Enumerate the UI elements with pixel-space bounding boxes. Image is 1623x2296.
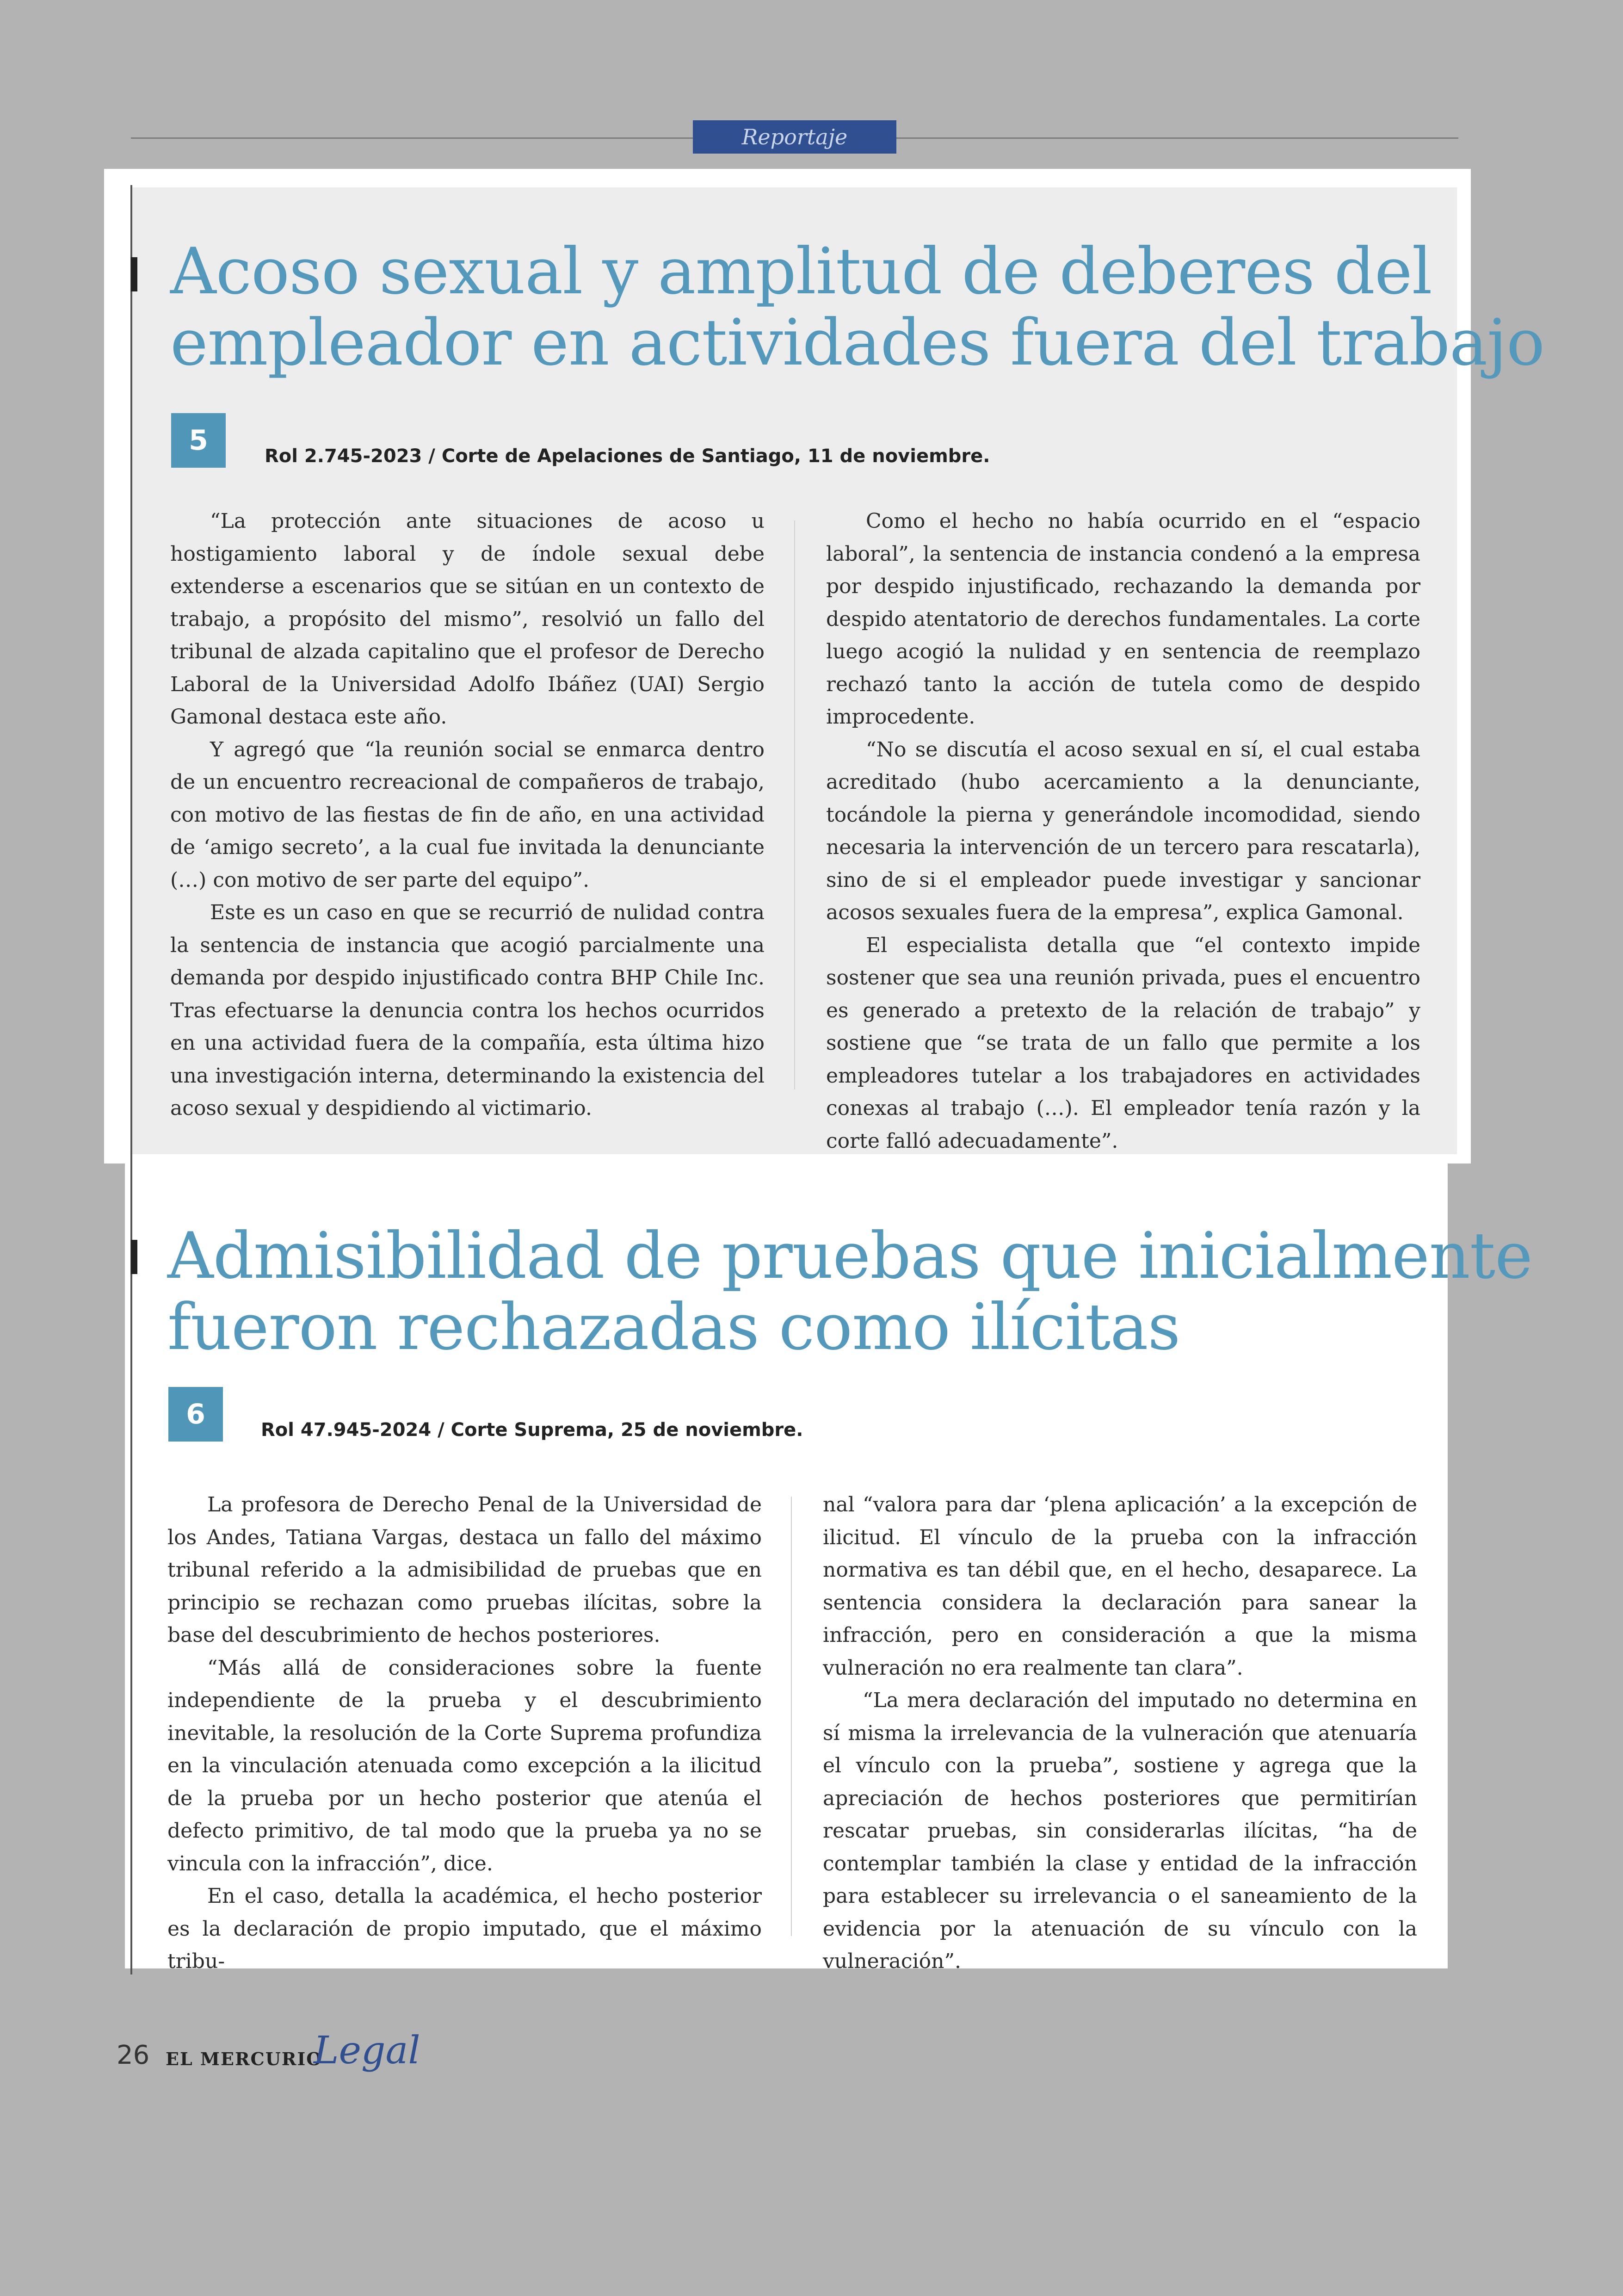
article-column	[823, 1489, 1417, 1978]
article-number-badge: 5	[171, 413, 226, 468]
publication-brand: EL MERCURIO	[166, 2048, 323, 2069]
article-column	[167, 1489, 762, 1978]
article-title-line: empleador en actividades fuera del trabajo	[170, 305, 1545, 380]
paragraph: Este es un caso en que se recurrió de nulidad contra la sentencia de instancia que acogió parcialmente una demanda por despido injustificado contra BHP Chile Inc. Tras efectuarse la denuncia contra los hechos ocurridos en una actividad fuera de la compañía, esta última hizo una investigación interna, determinando la existencia del acoso sexual y despidiendo al victimario.	[170, 901, 765, 1120]
article-title-line: fueron rechazadas como ilícitas	[167, 1290, 1180, 1364]
paragraph: En el caso, detalla la académica, el hecho posterior es la declaración de propio imputado, que el máximo tribu-	[167, 1884, 762, 1973]
article-column	[826, 505, 1420, 1157]
publication-section-name: Legal	[314, 2029, 420, 2073]
title-marker	[131, 257, 137, 291]
title-marker	[131, 1240, 137, 1274]
paragraph: El especialista detalla que “el contexto impide sostener que sea una reunión privada, pues el encuentro es generado a pretexto de la relación de trabajo” y sostiene que “se trata de un fallo que permite a los empleadores tutelar a los trabajadores en actividades conexas al trabajo (…). El empleador tenía razón y la corte falló adecuadamente”.	[826, 933, 1420, 1153]
paragraph: Como el hecho no había ocurrido en el “espacio laboral”, la sentencia de instancia condenó a la empresa por despido injustificado, rechazando la demanda por despido atentatorio de derechos fundamentales. La corte luego acogió la nulidad y en sentencia de reemplazo rechazó tanto la acción de tutela como de despido improcedente.	[826, 509, 1420, 729]
section-label: Reportaje	[693, 120, 896, 154]
article-title	[170, 236, 1544, 378]
article-column	[170, 505, 765, 1125]
paragraph: Y agregó que “la reunión social se enmarca dentro de un encuentro recreacional de compañeros de trabajo, con motivo de las fiestas de fin de año, en una actividad de ‘amigo secreto’, a la cual fue invitada la denunciante (…) con motivo de ser parte del equipo”.	[170, 737, 765, 892]
paragraph: “La protección ante situaciones de acoso u hostigamiento laboral y de índole sexual debe extenderse a escenarios que se sitúan en un contexto de trabajo, a propósito del mismo”, resolvió un fallo del tribunal de alzada capitalino que el profesor de Derecho Laboral de la Universidad Adolfo Ibáñez (UAI) Sergio Gamonal destaca este año.	[170, 509, 765, 729]
article-number-badge: 6	[168, 1387, 223, 1442]
paragraph: “Más allá de consideraciones sobre la fuente independiente de la prueba y el descubrimiento inevitable, la resolución de la Corte Suprema profundiza en la vinculación atenuada como excepción a la ilicitud de la prueba por un hecho posterior que atenúa el defecto primitivo, de tal modo que la prueba ya no se vincula con la infracción”, dice.	[167, 1656, 762, 1875]
paragraph: nal “valora para dar ‘plena aplicación’ a la excepción de ilicitud. El vínculo de la prueba con la infracción normativa es tan débil que, en el hecho, desaparece. La sentencia considera la declaración para sanear la infracción, pero en consideración a que la misma vulneración no era realmente tan clara”.	[823, 1493, 1417, 1680]
margin-rule	[130, 185, 132, 1974]
page-number: 26	[117, 2040, 150, 2070]
paragraph: “La mera declaración del imputado no determina en sí misma la irrelevancia de la vulneración que atenuaría el vínculo con la prueba”, sostiene y agrega que la apreciación de hechos posteriores que permitirían rescatar pruebas, sin considerarlas ilícitas, “ha de contemplar también la clase y entidad de la infracción para establecer su irrelevancia o el saneamiento de la evidencia por la atenuación de su vínculo con la vulneración”.	[823, 1689, 1417, 1973]
column-divider	[791, 1497, 792, 1936]
article-title	[167, 1220, 1532, 1363]
article-title-line: Acoso sexual y amplitud de deberes del	[170, 234, 1432, 309]
article-case-reference: Rol 2.745-2023 / Corte de Apelaciones de Santiago, 11 de noviembre.	[265, 446, 990, 467]
article-case-reference: Rol 47.945-2024 / Corte Suprema, 25 de noviembre.	[261, 1419, 803, 1441]
paragraph: “No se discutía el acoso sexual en sí, el cual estaba acreditado (hubo acercamiento a la denunciante, tocándole la pierna y generándole incomodidad, siendo necesaria la intervención de un tercero para rescatarla), sino de si el empleador puede investigar y sancionar acosos sexuales fuera de la empresa”, explica Gamonal.	[826, 737, 1420, 924]
article-title-line: Admisibilidad de pruebas que inicialmente	[167, 1219, 1532, 1293]
column-divider	[794, 520, 795, 1089]
paragraph: La profesora de Derecho Penal de la Universidad de los Andes, Tatiana Vargas, destaca un fallo del máximo tribunal referido a la admisibilidad de pruebas que en principio se rechazan como pruebas ilícitas, sobre la base del descubrimiento de hechos posteriores.	[167, 1493, 762, 1647]
